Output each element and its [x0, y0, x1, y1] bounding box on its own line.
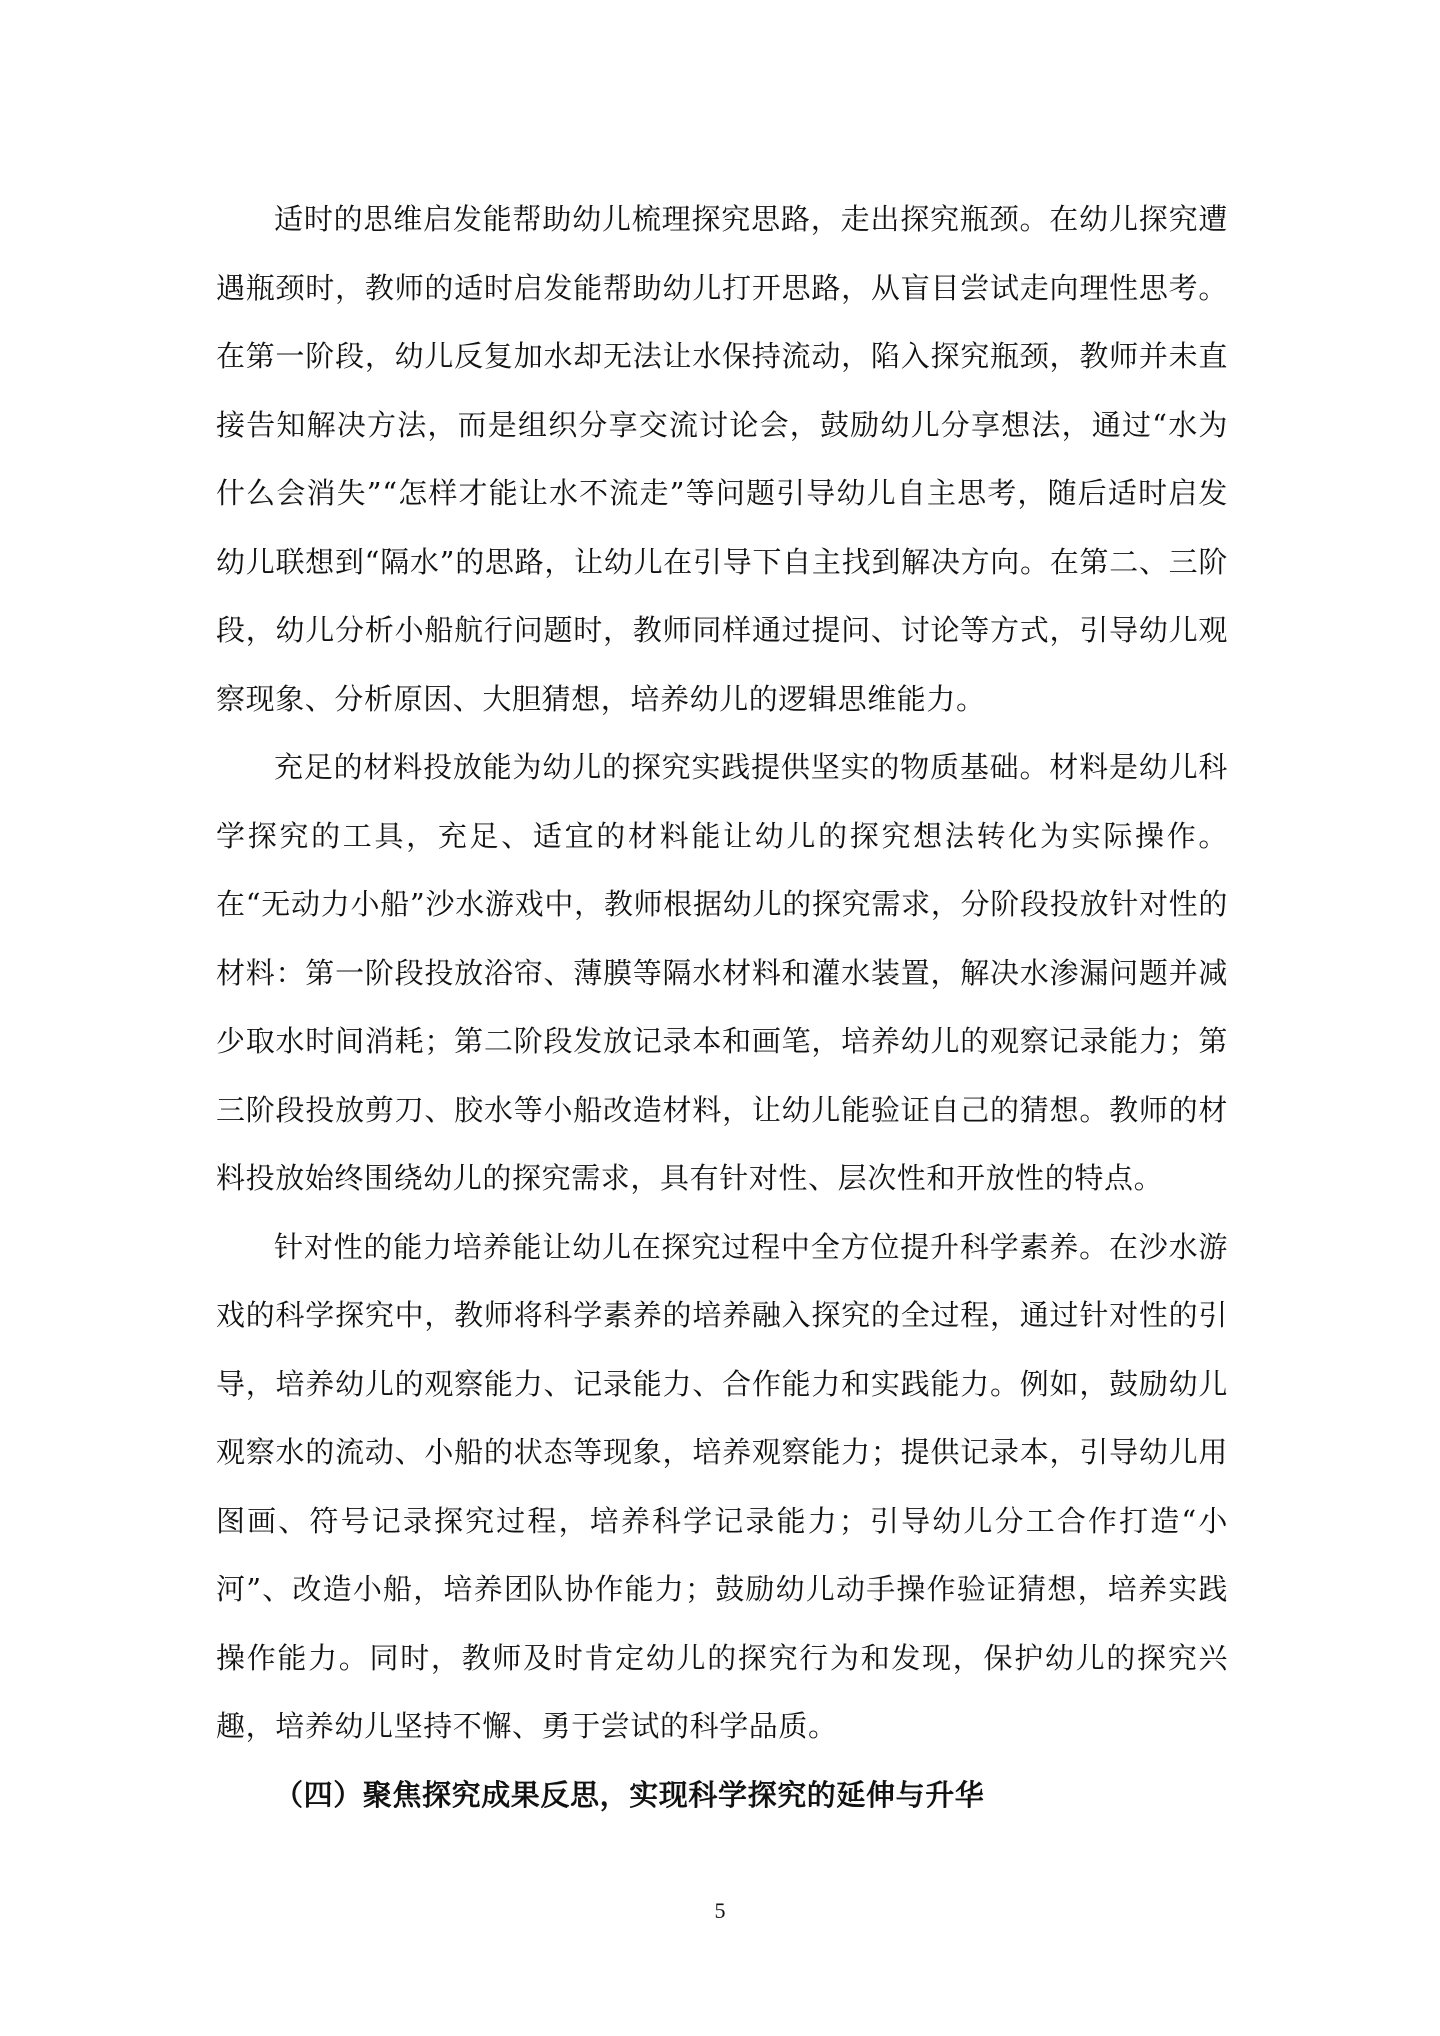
page-number: 5	[714, 1898, 726, 1923]
paragraph-ability-cultivation: 针对性的能力培养能让幼儿在探究过程中全方位提升科学素养。在沙水游戏的科学探究中，教师将科学素养的培养融入探究的全过程，通过针对性的引导，培养幼儿的观察能力、记录能力、合作能力和实践能力。例如，鼓励幼儿观察水的流动、小船的状态等现象，培养观察能力；提供记录本，引导幼儿用图画、符号记录探究过程，培养科学记录能力；引导幼儿分工合作打造“小河”、改造小船，培养团队协作能力；鼓励幼儿动手操作验证猜想，培养实践操作能力。同时，教师及时肯定幼儿的探究行为和发现，保护幼儿的探究兴趣，培养幼儿坚持不懈、勇于尝试的科学品质。	[216, 1229, 1228, 1743]
paragraph-thinking-guidance: 适时的思维启发能帮助幼儿梳理探究思路，走出探究瓶颈。在幼儿探究遭遇瓶颈时，教师的适时启发能帮助幼儿打开思路，从盲目尝试走向理性思考。在第一阶段，幼儿反复加水却无法让水保持流动，陷入探究瓶颈，教师并未直接告知解决方法，而是组织分享交流讨论会，鼓励幼儿分享想法，通过“水为什么会消失”“怎样才能让水不流走”等问题引导幼儿自主思考，随后适时启发幼儿联想到“隔水”的思路，让幼儿在引导下自主找到解决方向。在第二、三阶段，幼儿分析小船航行问题时，教师同样通过提问、讨论等方式，引导幼儿观察现象、分析原因、大胆猜想，培养幼儿的逻辑思维能力。	[216, 202, 1228, 716]
section-heading: （四）聚焦探究成果反思，实现科学探究的延伸与升华	[274, 1777, 985, 1812]
document-body	[216, 185, 1228, 1829]
paragraph-material-provision: 充足的材料投放能为幼儿的探究实践提供坚实的物质基础。材料是幼儿科学探究的工具，充足、适宜的材料能让幼儿的探究想法转化为实际操作。在“无动力小船”沙水游戏中，教师根据幼儿的探究需求，分阶段投放针对性的材料：第一阶段投放浴帘、薄膜等隔水材料和灌水装置，解决水渗漏问题并减少取水时间消耗；第二阶段发放记录本和画笔，培养幼儿的观察记录能力；第三阶段投放剪刀、胶水等小船改造材料，让幼儿能验证自己的猜想。教师的材料投放始终围绕幼儿的探究需求，具有针对性、层次性和开放性的特点。	[216, 750, 1228, 1195]
